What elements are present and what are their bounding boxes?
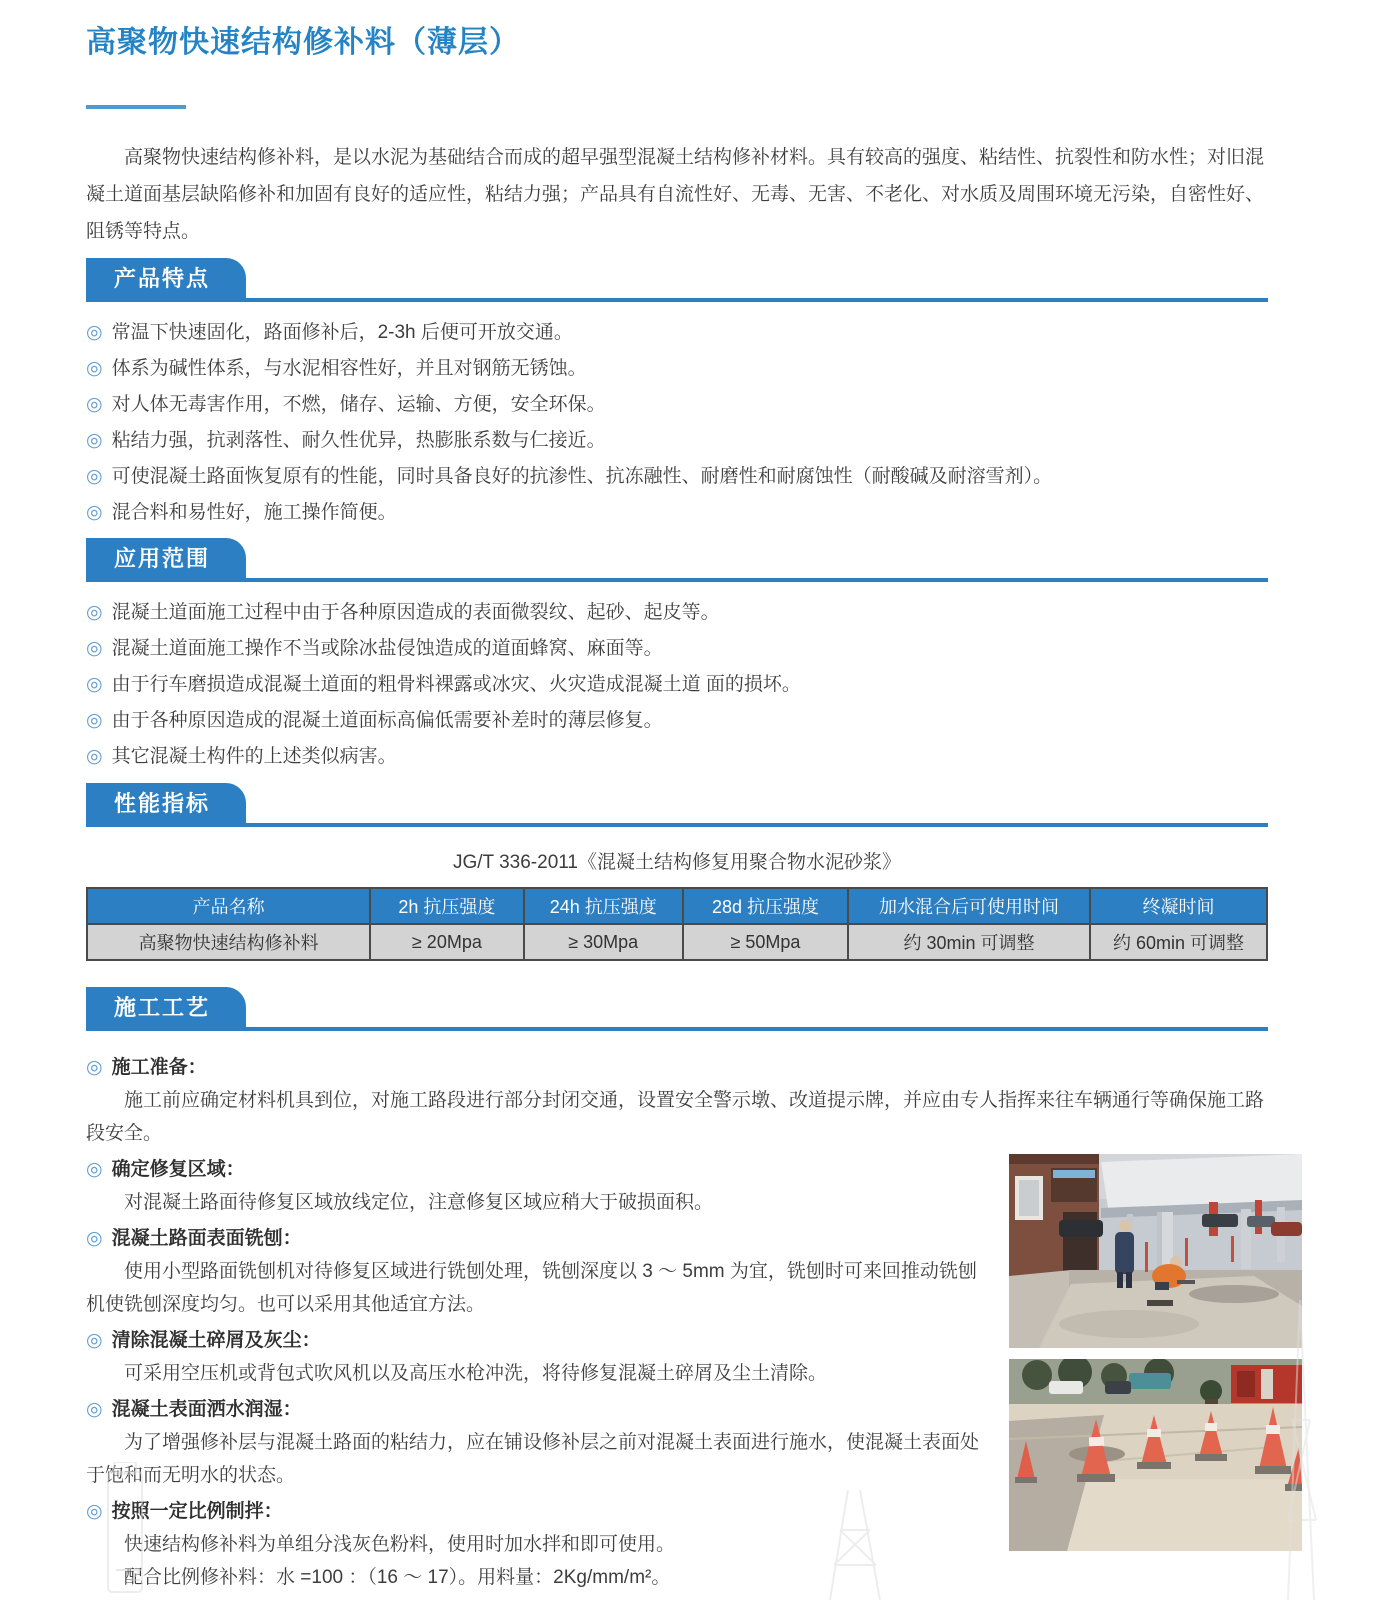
table-cell: ≥ 20Mpa (370, 924, 523, 960)
list-item (86, 459, 1268, 495)
intro-paragraph: 高聚物快速结构修补料，是以水泥为基础结合而成的超早强型混凝土结构修补材料。具有较高的强度、粘结性、抗裂性和防水性；对旧混凝土道面基层缺陷修补和加固有良好的适应性，粘结力强；产品具有自流性好、无毒、无害、不老化、对水质及周围环境无污染，自密性好、阻锈等特点。 (86, 147, 1265, 242)
step-text: 配合比例修补料：水 =100 ：（16 ～ 17）。用料量：2Kg/mm/m²。 (124, 1567, 671, 1588)
page-title: 高聚物快速结构修补料（薄层） (86, 26, 520, 59)
bullet-icon: ◎ (86, 358, 103, 379)
bullet-icon: ◎ (86, 1228, 103, 1249)
step-text: 使用小型路面铣刨机对待修复区域进行铣刨处理，铣刨深度以 3 ～ 5mm 为宜，铣刨时可来回推动铣刨机使铣刨深度均匀。也可以采用其他适宜方法。 (86, 1261, 977, 1315)
step-text: 施工前应确定材料机具到位，对施工路段进行部分封闭交通，设置安全警示墩、改道提示牌，并应由专人指挥来往车辆通行等确保施工路段安全。 (86, 1090, 1265, 1144)
list-item (86, 667, 1268, 703)
bullet-icon: ◎ (86, 1057, 103, 1078)
section-heading-rule (86, 538, 1268, 582)
step-text: 为了增强修补层与混凝土路面的粘结力，应在铺设修补层之前对混凝土表面进行施水，使混凝土表面处于饱和而无明水的状态。 (86, 1432, 980, 1486)
section-process (86, 987, 1268, 1594)
list-item-text: 混合料和易性好，施工操作简便。 (111, 502, 397, 523)
step-label: 施工准备： (111, 1057, 207, 1078)
bullet-icon: ◎ (86, 430, 103, 451)
performance-table (86, 887, 1268, 961)
list-item (86, 351, 1268, 387)
bullet-icon: ◎ (86, 1159, 103, 1180)
table-header-cell: 28d 抗压强度 (683, 888, 848, 924)
step-text: 可采用空压机或背包式吹风机以及高压水枪冲洗，将待修复混凝土碎屑及尘土清除。 (124, 1363, 828, 1384)
list-item-text: 混凝土道面施工过程中由于各种原因造成的表面微裂纹、起砂、起皮等。 (111, 602, 720, 623)
step-label: 清除混凝土碎屑及灰尘： (111, 1330, 321, 1351)
process-photos (1009, 1154, 1302, 1551)
table-header-cell: 产品名称 (87, 888, 370, 924)
table-cell: ≥ 50Mpa (683, 924, 848, 960)
table-cell: 约 60min 可调整 (1090, 924, 1267, 960)
list-item (86, 631, 1268, 667)
list-item (86, 387, 1268, 423)
bullet-icon: ◎ (86, 602, 103, 623)
section-heading-rule (86, 783, 1268, 827)
construction-photo-traffic-cones (1009, 1359, 1302, 1551)
bullet-icon: ◎ (86, 394, 103, 415)
step-label: 按照一定比例制拌： (111, 1501, 283, 1522)
bullet-icon: ◎ (86, 746, 103, 767)
process-step (86, 1051, 1268, 1150)
applications-list (86, 595, 1268, 775)
table-cell: 约 30min 可调整 (848, 924, 1090, 960)
list-item-text: 由于行车磨损造成混凝土道面的粗骨料裸露或冰灾、火灾造成混凝土道 面的损坏。 (111, 674, 801, 695)
section-badge-performance: 性能指标 (86, 783, 246, 823)
bullet-icon: ◎ (86, 710, 103, 731)
bullet-icon: ◎ (86, 1501, 103, 1522)
standard-reference: JG/T 336-2011《混凝土结构修复用聚合物水泥砂浆》 (453, 852, 901, 873)
table-cell: ≥ 30Mpa (524, 924, 683, 960)
list-item-text: 体系为碱性体系，与水泥相容性好，并且对钢筋无锈蚀。 (111, 358, 587, 379)
section-badge-process: 施工工艺 (86, 987, 246, 1027)
list-item (86, 739, 1268, 775)
list-item-text: 常温下快速固化，路面修补后，2-3h 后便可开放交通。 (111, 322, 573, 343)
table-header-cell: 2h 抗压强度 (370, 888, 523, 924)
title-underline (86, 105, 186, 109)
list-item (86, 423, 1268, 459)
section-heading-rule (86, 258, 1268, 302)
table-header-cell: 24h 抗压强度 (524, 888, 683, 924)
list-item (86, 495, 1268, 531)
table-header-cell: 加水混合后可使用时间 (848, 888, 1090, 924)
bullet-icon: ◎ (86, 1330, 103, 1351)
list-item-text: 由于各种原因造成的混凝土道面标高偏低需要补差时的薄层修复。 (111, 710, 663, 731)
step-text: 快速结构修补料为单组分浅灰色粉料，使用时加水拌和即可使用。 (124, 1534, 676, 1555)
bullet-icon: ◎ (86, 638, 103, 659)
bullet-icon: ◎ (86, 674, 103, 695)
section-badge-applications: 应用范围 (86, 538, 246, 578)
table-row (87, 924, 1267, 960)
section-performance (86, 783, 1268, 961)
list-item-text: 可使混凝土路面恢复原有的性能，同时具备良好的抗渗性、抗冻融性、耐磨性和耐腐蚀性（耐酸碱及耐溶雪剂）。 (111, 466, 1053, 487)
bullet-icon: ◎ (86, 1399, 103, 1420)
construction-photo-repair-work (1009, 1154, 1302, 1348)
step-label: 确定修复区域： (111, 1159, 245, 1180)
bullet-icon: ◎ (86, 502, 103, 523)
table-cell: 高聚物快速结构修补料 (87, 924, 370, 960)
section-applications (86, 538, 1268, 775)
step-text: 对混凝土路面待修复区域放线定位，注意修复区域应稍大于破损面积。 (124, 1192, 714, 1213)
list-item-text: 混凝土道面施工操作不当或除冰盐侵蚀造成的道面蜂窝、麻面等。 (111, 638, 663, 659)
list-item-text: 对人体无毒害作用，不燃，储存、运输、方便，安全环保。 (111, 394, 606, 415)
features-list (86, 315, 1268, 531)
section-heading-rule (86, 987, 1268, 1031)
bullet-icon: ◎ (86, 466, 103, 487)
table-header-cell: 终凝时间 (1090, 888, 1267, 924)
section-features (86, 258, 1268, 531)
list-item (86, 703, 1268, 739)
process-body (86, 1051, 1268, 1594)
table-header-row (87, 888, 1267, 924)
step-label: 混凝土表面洒水润湿： (111, 1399, 302, 1420)
list-item (86, 315, 1268, 351)
section-badge-features: 产品特点 (86, 258, 246, 298)
list-item (86, 595, 1268, 631)
step-label: 混凝土路面表面铣刨： (111, 1228, 302, 1249)
list-item-text: 其它混凝土构件的上述类似病害。 (111, 746, 397, 767)
bullet-icon: ◎ (86, 322, 103, 343)
list-item-text: 粘结力强，抗剥落性、耐久性优异，热膨胀系数与仁接近。 (111, 430, 606, 451)
